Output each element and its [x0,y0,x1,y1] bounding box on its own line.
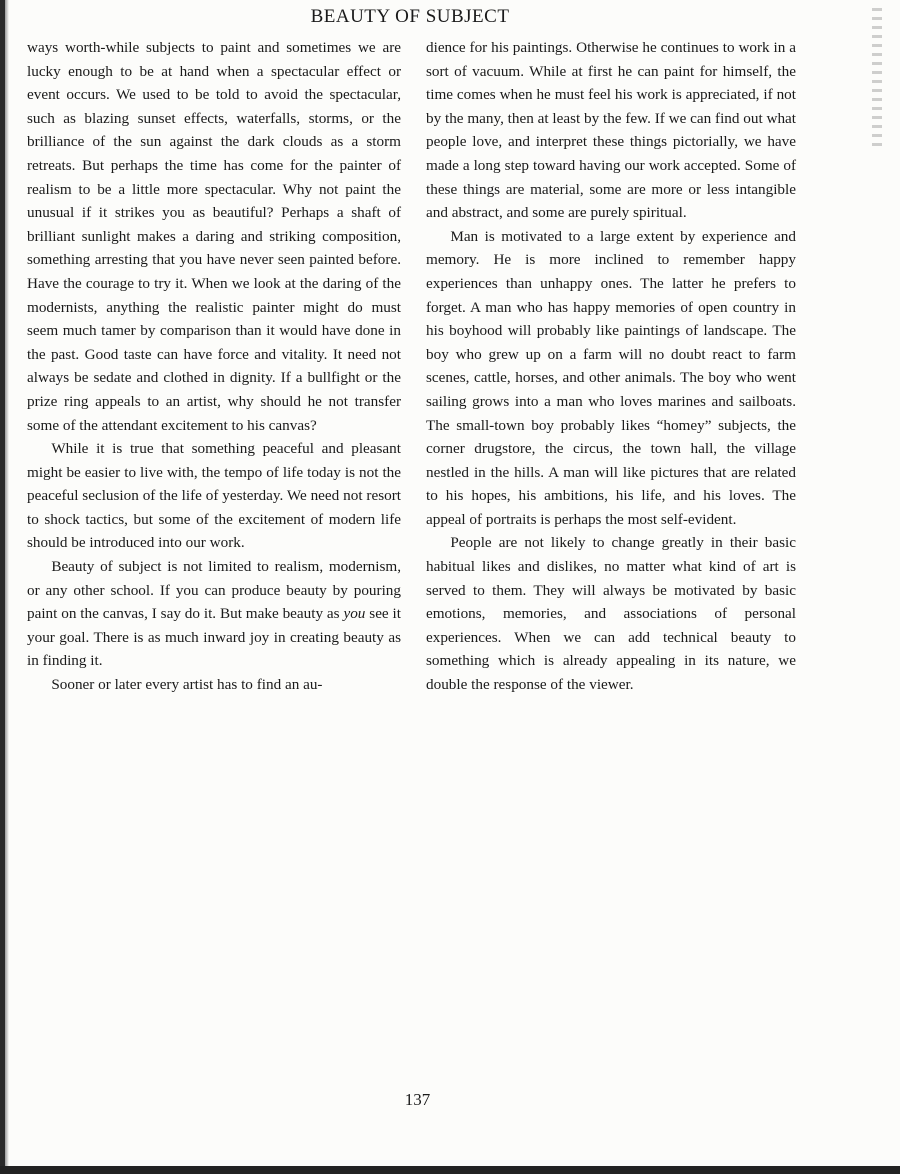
emphasized-word: you [343,605,366,623]
running-head: BEAUTY OF SUBJECT [310,6,510,27]
paragraph-text: see it your goal. There is as much inward joy in creating beauty as in finding it. [27,605,401,670]
paragraph: People are not likely to change greatly in their basic habitual likes and dislikes, no matter what kind of art is served to them. They will always be motivated by basic emotions, memories, and associations of personal experiences. When we can add technical beauty to something which is already appealing in its nature, we double the response of the viewer. [426,534,796,694]
paragraph-text: Beauty of subject is not limited to realism, modernism, or any other school. If you can produce beauty by pouring paint on the canvas, I say do it. But make beauty as [27,558,401,623]
text-column-right [426,36,796,697]
paragraph-hyphenated-end: Sooner or later every artist has to find an au- [51,676,323,694]
paragraph-continued: dience for his paintings. Otherwise he continues to work in a sort of vacuum. While at first he can paint for himself, the time comes when he must feel his work is appreciated, if not by the many, then at least by the few. If we can find out what people love, and interpret these things pictorially, we have made a long step toward having our work accepted. Some of these things are material, some are more or less intangible and abstract, and some are purely spiritual. [426,39,797,222]
text-column-left [27,36,401,697]
scan-binding-shadow [5,0,9,1174]
page-number: 137 [404,1090,431,1109]
paragraph: Man is motivated to a large extent by experience and memory. He is more inclined to remember happy experiences than unhappy ones. The latter he prefers to forget. A man who has happy memories of open country in his boyhood will probably like paintings of landscape. The boy who grew up on a farm will no doubt react to farm scenes, cattle, horses, and other animals. The boy who went sailing grows into a man who loves marines and sailboats. The small-town boy probably likes “homey” subjects, the corner drugstore, the circus, the town hall, the village nestled in the hills. A man will like pictures that are related to his hopes, his ambitions, his life, and his loves. The appeal of portraits is perhaps the most self-evident. [426,227,796,528]
paragraph-continued: ways worth-while subjects to paint and sometimes we are lucky enough to be at hand when a spectacular effect or event occurs. We used to be told to avoid the spectacular, such as blazing sunset effects, waterfalls, storms, or the brilliance of the sun against the dark clouds as a storm retreats. But perhaps the time has come for the painter of realism to be a little more spectacular. Why not paint the unusual if it strikes you as beautiful? Perhaps a shaft of brilliant sunlight makes a daring and striking composition, something arresting that you have never seen painted before. Have the courage to try it. When we look at the daring of the modernists, anything the realistic painter might do must seem much tamer by comparison than it would have done in the past. Good taste can have force and vitality. It need not always be sedate and clothed in dignity. If a bullfight or the prize ring appeals to an artist, why should he not transfer some of the attendant excitement to his canvas? [27,39,401,434]
scan-noise-marks [872,8,882,148]
scan-bottom-edge [0,1166,900,1174]
paragraph: While it is true that something peaceful and pleasant might be easier to live with, the tempo of life today is not the peaceful seclusion of the life of yesterday. We need not resort to shock tactics, but some of the excitement of modern life should be introduced into our work. [27,440,401,552]
paragraph-with-emphasis [27,555,401,673]
